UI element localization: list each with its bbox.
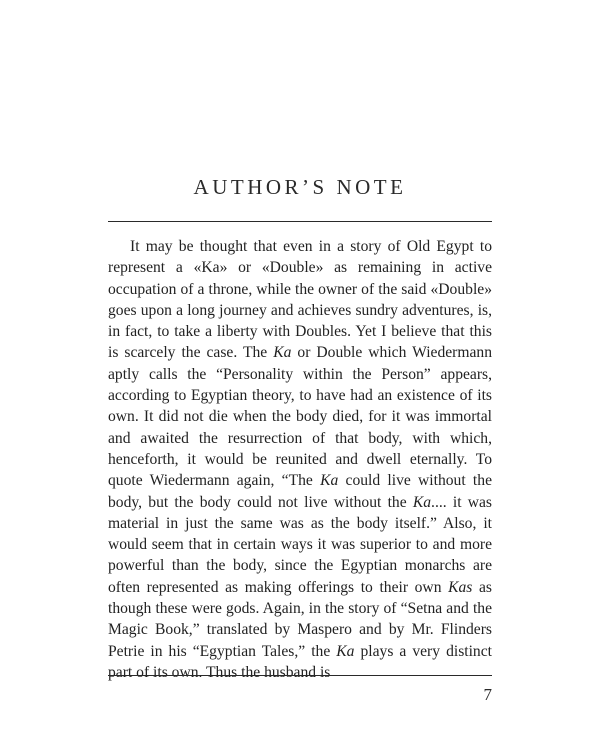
italic-term: Ka	[336, 642, 355, 660]
italic-term: Ka	[273, 344, 292, 362]
title-rule	[108, 221, 492, 222]
body-text-run: plays a very distinct part of its own. Thus the husband is	[108, 642, 492, 681]
italic-term: Ka	[320, 472, 339, 490]
footer-rule	[108, 675, 492, 676]
body-text-run: could live without the body, but the body could not live without the	[108, 472, 492, 511]
page-number: 7	[483, 685, 492, 704]
body-text-run: as though these were gods. Again, in the story of “Setna and the Magic Book,” translated by Maspero and by Mr. Flinders Petrie in his “Egyptian Tales,” the	[108, 578, 492, 660]
body-paragraph	[108, 236, 492, 683]
italic-term: Kas	[448, 578, 473, 596]
chapter-title: AUTHOR’S NOTE	[193, 175, 407, 199]
body-text-run: or Double which Wiedermann aptly calls the “Personality within the Person” appears, according to Egyptian theory, to have had an existence of its own. It did not die when the body died, for it was immortal and awaited the resurrection of that body, with which, henceforth, it would be reunited and dwell eternally. To quote Wiedermann again, “The	[108, 344, 493, 490]
italic-term: Ka	[412, 493, 432, 511]
body-text-run: It may be thought that even in a story of Old Egypt to represent a «Ka» or «Double» as remaining in active occupation of a throne, while the owner of the said «Double» goes upon a long journey and achieves sundry adventures, is, in fact, to take a liberty with Doubles. Yet I believe that this is scarcely the case. The	[108, 238, 492, 362]
body-text-run: .... it was material in just the same was as the body itself.” Also, it would seem that in certain ways it was superior to and more powerful than the body, since the Egyptian monarchs are often represented as making offerings to their own	[108, 493, 492, 596]
